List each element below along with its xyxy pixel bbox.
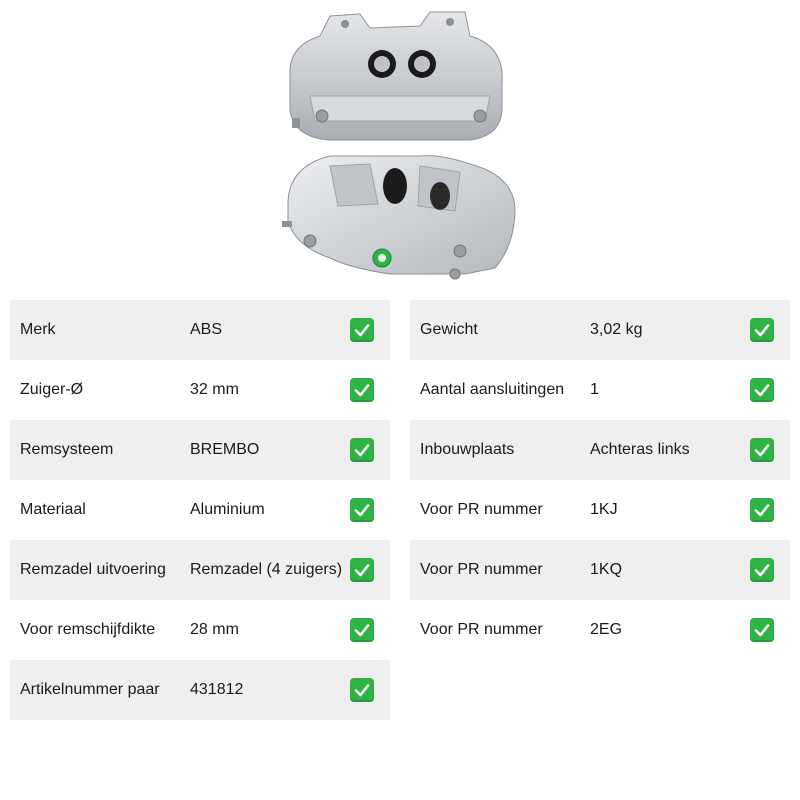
spec-label: Materiaal: [20, 501, 86, 518]
spec-label: Artikelnummer paar: [20, 681, 160, 698]
spec-value: 28 mm: [190, 621, 239, 638]
spec-row: [410, 480, 790, 540]
spec-value: 1: [590, 381, 599, 398]
check-mark-icon: [350, 498, 374, 522]
spec-value: Remzadel (4 zuigers): [190, 561, 343, 578]
check-mark-icon: [350, 618, 374, 642]
spec-label: Zuiger-Ø: [20, 381, 84, 398]
spec-value: 3,02 kg: [590, 321, 643, 338]
spec-label: Merk: [20, 321, 56, 338]
spec-table-right: [410, 300, 790, 660]
spec-label: Gewicht: [420, 321, 478, 338]
spec-row: [10, 300, 390, 360]
spec-label: Voor PR nummer: [420, 561, 543, 578]
spec-value: ABS: [190, 321, 223, 338]
spec-row: [10, 660, 390, 720]
spec-row: [410, 300, 790, 360]
check-mark-icon: [350, 558, 374, 582]
spec-table-left: [10, 300, 390, 720]
product-image-brake-calipers: [270, 6, 530, 286]
check-mark-icon: [750, 318, 774, 342]
check-mark-icon: [750, 498, 774, 522]
spec-label: Remsysteem: [20, 441, 114, 458]
spec-value: 2EG: [590, 621, 623, 638]
spec-value: BREMBO: [190, 441, 260, 458]
check-mark-icon: [350, 318, 374, 342]
spec-label: Aantal aansluitingen: [420, 381, 565, 398]
check-mark-icon: [350, 678, 374, 702]
check-mark-icon: [350, 438, 374, 462]
lower-caliper: [282, 156, 515, 279]
spec-row: [10, 420, 390, 480]
spec-row: [410, 420, 790, 480]
check-mark-icon: [750, 558, 774, 582]
spec-label: Voor PR nummer: [420, 501, 543, 518]
spec-value: 1KJ: [590, 501, 618, 518]
spec-label: Voor remschijfdikte: [20, 621, 156, 638]
check-mark-icon: [750, 438, 774, 462]
spec-row: [10, 360, 390, 420]
spec-value: 1KQ: [590, 561, 623, 578]
spec-row: [410, 540, 790, 600]
check-mark-icon: [750, 378, 774, 402]
spec-label: Voor PR nummer: [420, 621, 543, 638]
check-mark-icon: [350, 378, 374, 402]
check-mark-icon: [750, 618, 774, 642]
spec-label: Remzadel uitvoering: [20, 561, 166, 578]
spec-label: Inbouwplaats: [420, 441, 515, 458]
spec-value: 32 mm: [190, 381, 239, 398]
spec-row: [10, 540, 390, 600]
spec-row: [10, 480, 390, 540]
spec-value: Aluminium: [190, 501, 265, 518]
spec-row: [410, 600, 790, 660]
spec-value: Achteras links: [590, 441, 690, 458]
spec-value: 431812: [190, 681, 244, 698]
upper-caliper: [290, 12, 502, 140]
spec-row: [10, 600, 390, 660]
spec-row: [410, 360, 790, 420]
